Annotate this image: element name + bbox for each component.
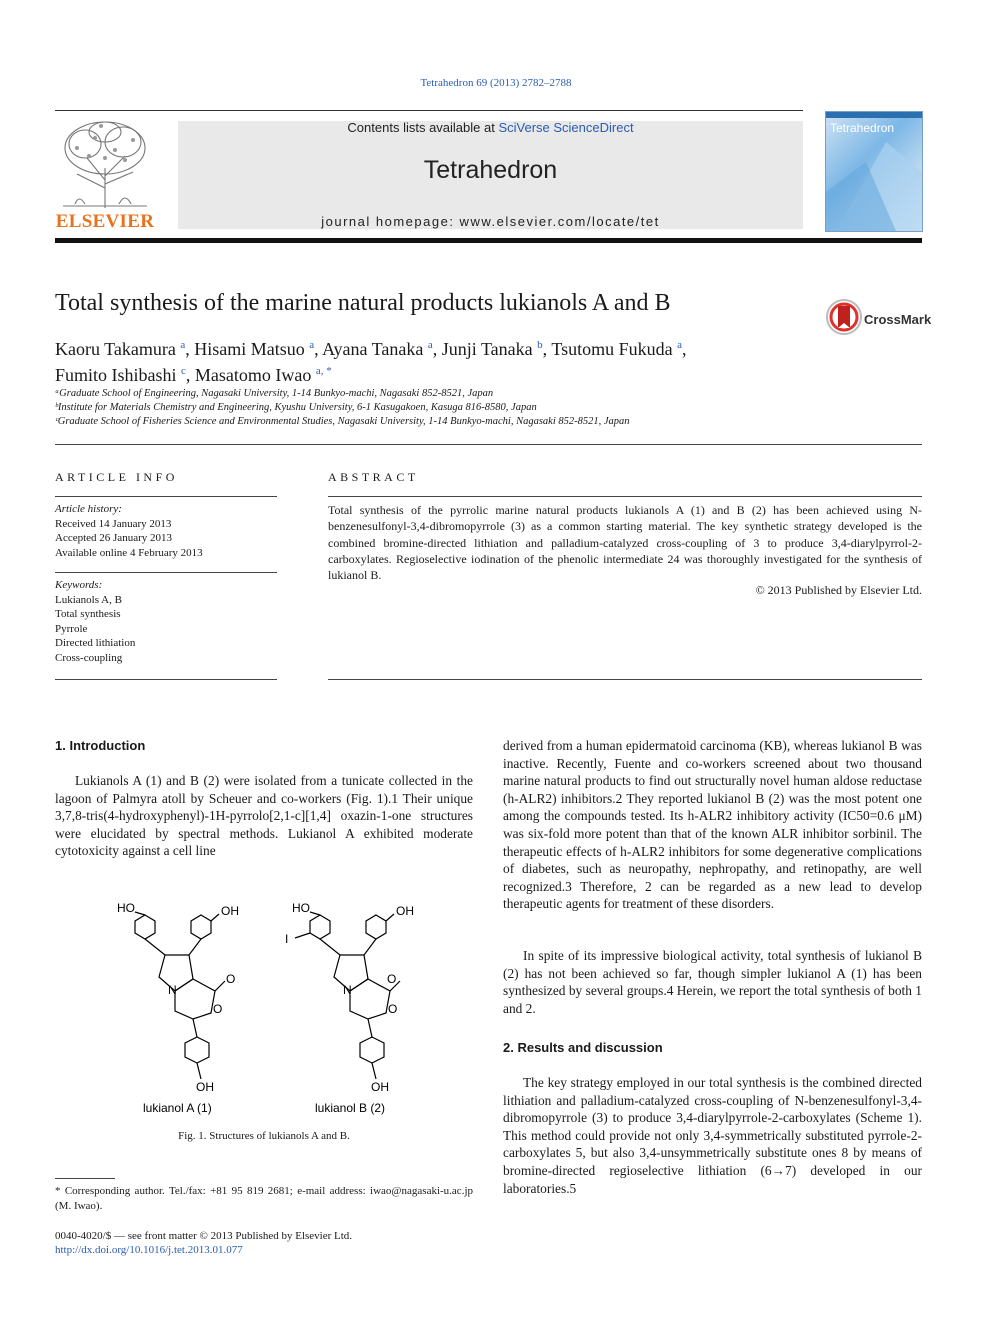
abstract-heading: ABSTRACT <box>328 470 419 484</box>
author-affil-mark[interactable]: a <box>309 339 315 351</box>
author-affil-mark[interactable]: a <box>427 339 433 351</box>
article-history <box>55 502 203 560</box>
keywords-rule <box>55 572 277 573</box>
phenyl-ring-b2 <box>366 915 386 939</box>
doi-link[interactable]: http://dx.doi.org/10.1016/j.tet.2013.01.077 <box>55 1244 243 1256</box>
keyword-item: Directed lithiation <box>55 637 136 649</box>
results-heading: 2. Results and discussion <box>503 1040 663 1055</box>
label-oh-a2: OH <box>196 1080 214 1094</box>
label-oh-b2: OH <box>371 1080 389 1094</box>
crossmark-icon[interactable] <box>825 298 863 336</box>
abstract-text: Total synthesis of the pyrrolic marine natural products lukianols A (1) and B (2) has been achieved using N-benzenesulfonyl-3,4-dibromopyrrole (3) as a common starting material. The key synthetic strategy developed is the combined bromine-directed lithiation and palladium-catalyzed cross-coupling of 3 to produce 3,4-diarylpyrrol-2-carboxylates. Regioselective iodination of the phenolic intermediate 24 was thoroughly investigated for the synthesis of lukianol B. <box>328 503 922 583</box>
header-top-rule <box>55 110 803 111</box>
intro-paragraph: Lukianols A (1) and B (2) were isolated from a tunicate collected in the lagoon of Palmyra atoll by Scheuer and co-workers (Fig. 1).1 Their unique 3,7,8-tris(4-hydroxyphenyl)-1H-pyrrolo[2,1-c][1,4] oxazin-1-one structures were elucidated by spectral methods. Lukianol A exhibited moderate cytotoxicity against a cell line <box>55 773 473 859</box>
history-label: Article history: <box>55 503 122 515</box>
history-accepted: Accepted 26 January 2013 <box>55 532 172 544</box>
header-thick-rule <box>55 238 922 243</box>
phenyl-ring-a3 <box>185 1037 209 1063</box>
author-affil-mark[interactable]: a <box>180 339 186 351</box>
author-line-2: Fumito Ishibashi $^c$, Masatomo Iwao $^{a, *}$ <box>55 365 332 385</box>
label-ho-b: HO <box>292 901 310 915</box>
figure-1-caption: Fig. 1. Structures of lukianols A and B. <box>178 1130 350 1142</box>
phenyl-ring-a1 <box>135 915 155 939</box>
label-oh-a1: OH <box>221 904 239 918</box>
author-name[interactable]: Junji Tanaka <box>441 339 533 359</box>
label-o-carbonyl-b: O <box>387 972 397 986</box>
label-n-a: N <box>168 983 177 997</box>
phenyl-ring-a2 <box>191 915 211 939</box>
keyword-item: Lukianols A, B <box>55 593 122 606</box>
corresponding-author-footnote: * Corresponding author. Tel./fax: +81 95 819 2681; e-mail address: iwao@nagasaki-u.ac.jp (M. Iwao). <box>55 1185 473 1212</box>
phenyl-ring-b1 <box>310 915 330 939</box>
author-list <box>55 334 815 386</box>
front-matter <box>55 1229 473 1257</box>
affiliation-a: ᵃGraduate School of Engineering, Nagasaki University, 1-14 Bunkyo-machi, Nagasaki 852-8521, Japan <box>55 388 494 399</box>
author-line-1: Kaoru Takamura $^a$, Hisami Matsuo $^a$, Ayana Tanaka $^a$, Junji Tanaka $^b$, Tsutomu Fukuda $^a$, <box>55 339 687 359</box>
label-oh-b1: OH <box>396 904 414 918</box>
abstract-copyright: © 2013 Published by Elsevier Ltd. <box>755 583 922 597</box>
keyword-item: Total synthesis <box>55 608 121 620</box>
journal-title: Tetrahedron <box>423 156 558 184</box>
phenyl-ring-b3 <box>360 1037 384 1063</box>
compound-a-label: lukianol A (1) <box>143 1101 212 1115</box>
issn-line: 0040-4020/$ — see front matter © 2013 Published by Elsevier Ltd. <box>55 1230 353 1242</box>
elsevier-tree-logo-icon <box>55 118 155 210</box>
oxazinone-ring-a <box>175 979 215 1019</box>
right-column-paragraph-2: In spite of its impressive biological activity, total synthesis of lukianol B (2) has not been achieved so far, though simpler lukianol A (1) has been synthesized by several groups.4 Herein, we report the total synthesis of both 1 and 2. <box>503 948 922 1016</box>
label-o-carbonyl-a: O <box>226 972 236 986</box>
author-affil-mark[interactable]: a, * <box>315 365 332 377</box>
author-name[interactable]: Ayana Tanaka <box>322 339 424 359</box>
journal-cover-image[interactable] <box>825 111 923 232</box>
label-i-b: I <box>285 932 289 946</box>
journal-citation[interactable]: Tetrahedron 69 (2013) 2782–2788 <box>420 77 572 89</box>
contents-prefix: Contents lists available at <box>347 120 499 135</box>
sciencedirect-link[interactable]: SciVerse ScienceDirect <box>498 120 634 135</box>
affiliation-c: ᶜGraduate School of Fisheries Science and Environmental Studies, Nagasaki University, 1-14 Bunkyo-machi, Nagasaki 852-8521, Japan <box>55 416 630 427</box>
author-name[interactable]: Tsutomu Fukuda <box>551 339 673 359</box>
journal-homepage[interactable]: journal homepage: www.elsevier.com/locate/tet <box>321 214 660 229</box>
keywords-label: Keywords: <box>55 579 103 591</box>
author-affil-mark[interactable]: a <box>677 339 682 351</box>
crossmark-label[interactable]: CrossMark <box>864 312 932 327</box>
intro-heading: 1. Introduction <box>55 738 146 753</box>
keyword-item: Pyrrole <box>55 622 88 635</box>
author-affil-mark[interactable]: c <box>181 365 186 377</box>
article-info-rule <box>55 496 277 497</box>
article-info-bottom-rule <box>55 679 277 680</box>
compound-b-label: lukianol B (2) <box>315 1101 386 1115</box>
label-n-b: N <box>343 983 352 997</box>
keyword-item: Cross-coupling <box>55 651 123 664</box>
figure-1-structures[interactable] <box>105 895 414 1120</box>
cover-title: Tetrahedron <box>830 121 895 135</box>
article-info-heading: ARTICLE INFO <box>55 470 178 484</box>
affiliation-b: ᵇInstitute for Materials Chemistry and Engineering, Kyushu University, 6-1 Kasugakoen, Kasuga 816-8580, Japan <box>55 402 537 413</box>
author-name[interactable]: Fumito Ishibashi <box>55 365 177 385</box>
contents-line <box>178 120 803 135</box>
author-affil-mark[interactable]: b <box>537 339 543 351</box>
author-name[interactable]: Masatomo Iwao <box>194 365 312 385</box>
right-column-paragraph-3: The key strategy employed in our total synthesis is the combined directed lithiation and palladium-catalyzed cross-coupling of N-benzenesulfonyl-3,4-dibromopyrrole (3) to produce 3,4-diarylpyrrole-2-carboxylates (Scheme 1). This method could provide not only 3,4-symmetrically substituted pyrrole-2-carboxylates 5, but also 3,4-unsymmetrically substitute ones 8 by means of bromine-directed regioselective lithiation (6→7) developed in our laboratories.5 <box>503 1075 922 1196</box>
history-received: Received 14 January 2013 <box>55 517 172 530</box>
affiliation-rule <box>55 444 922 445</box>
author-name[interactable]: Hisami Matsuo <box>194 339 305 359</box>
abstract-rule <box>328 496 922 497</box>
elsevier-wordmark[interactable]: ELSEVIER <box>55 211 155 232</box>
label-ho-a: HO <box>117 901 135 915</box>
paper-title: Total synthesis of the marine natural products lukianols A and B <box>55 290 671 316</box>
right-column-paragraph-1: derived from a human epidermatoid carcinoma (KB), whereas lukianol B was inactive. Recently, Fuente and co-workers screened about two thousand marine natural products to find out structurally novel human aldose reductase (h-ALR2) inhibitors.2 They reported lukianol B (2) was the most potent one among the compounds tested. Its h-ALR2 inhibitory activity (IC50=0.6 μM) was six-fold more potent than that of the known ALR inhibitor sorbinil. The therapeutic effects of h-ALR2 inhibitors for some degenerative complications of diabetes, such as neuropathy, nephropathy, and retinopathy, are well recognized.3 Therefore, 2 can be regarded as a new lead to develop therapeutic agents for treatment of these disorders. <box>503 738 922 912</box>
oxazinone-ring-b <box>350 979 390 1019</box>
label-o-ring-a: O <box>213 1002 223 1016</box>
cover-graphic-icon <box>826 112 922 231</box>
history-online: Available online 4 February 2013 <box>55 546 203 559</box>
keywords-block <box>55 578 135 665</box>
author-name[interactable]: Kaoru Takamura <box>55 339 176 359</box>
abstract-bottom-rule <box>328 679 922 680</box>
footnote-rule <box>55 1178 115 1179</box>
label-o-ring-b: O <box>388 1002 398 1016</box>
